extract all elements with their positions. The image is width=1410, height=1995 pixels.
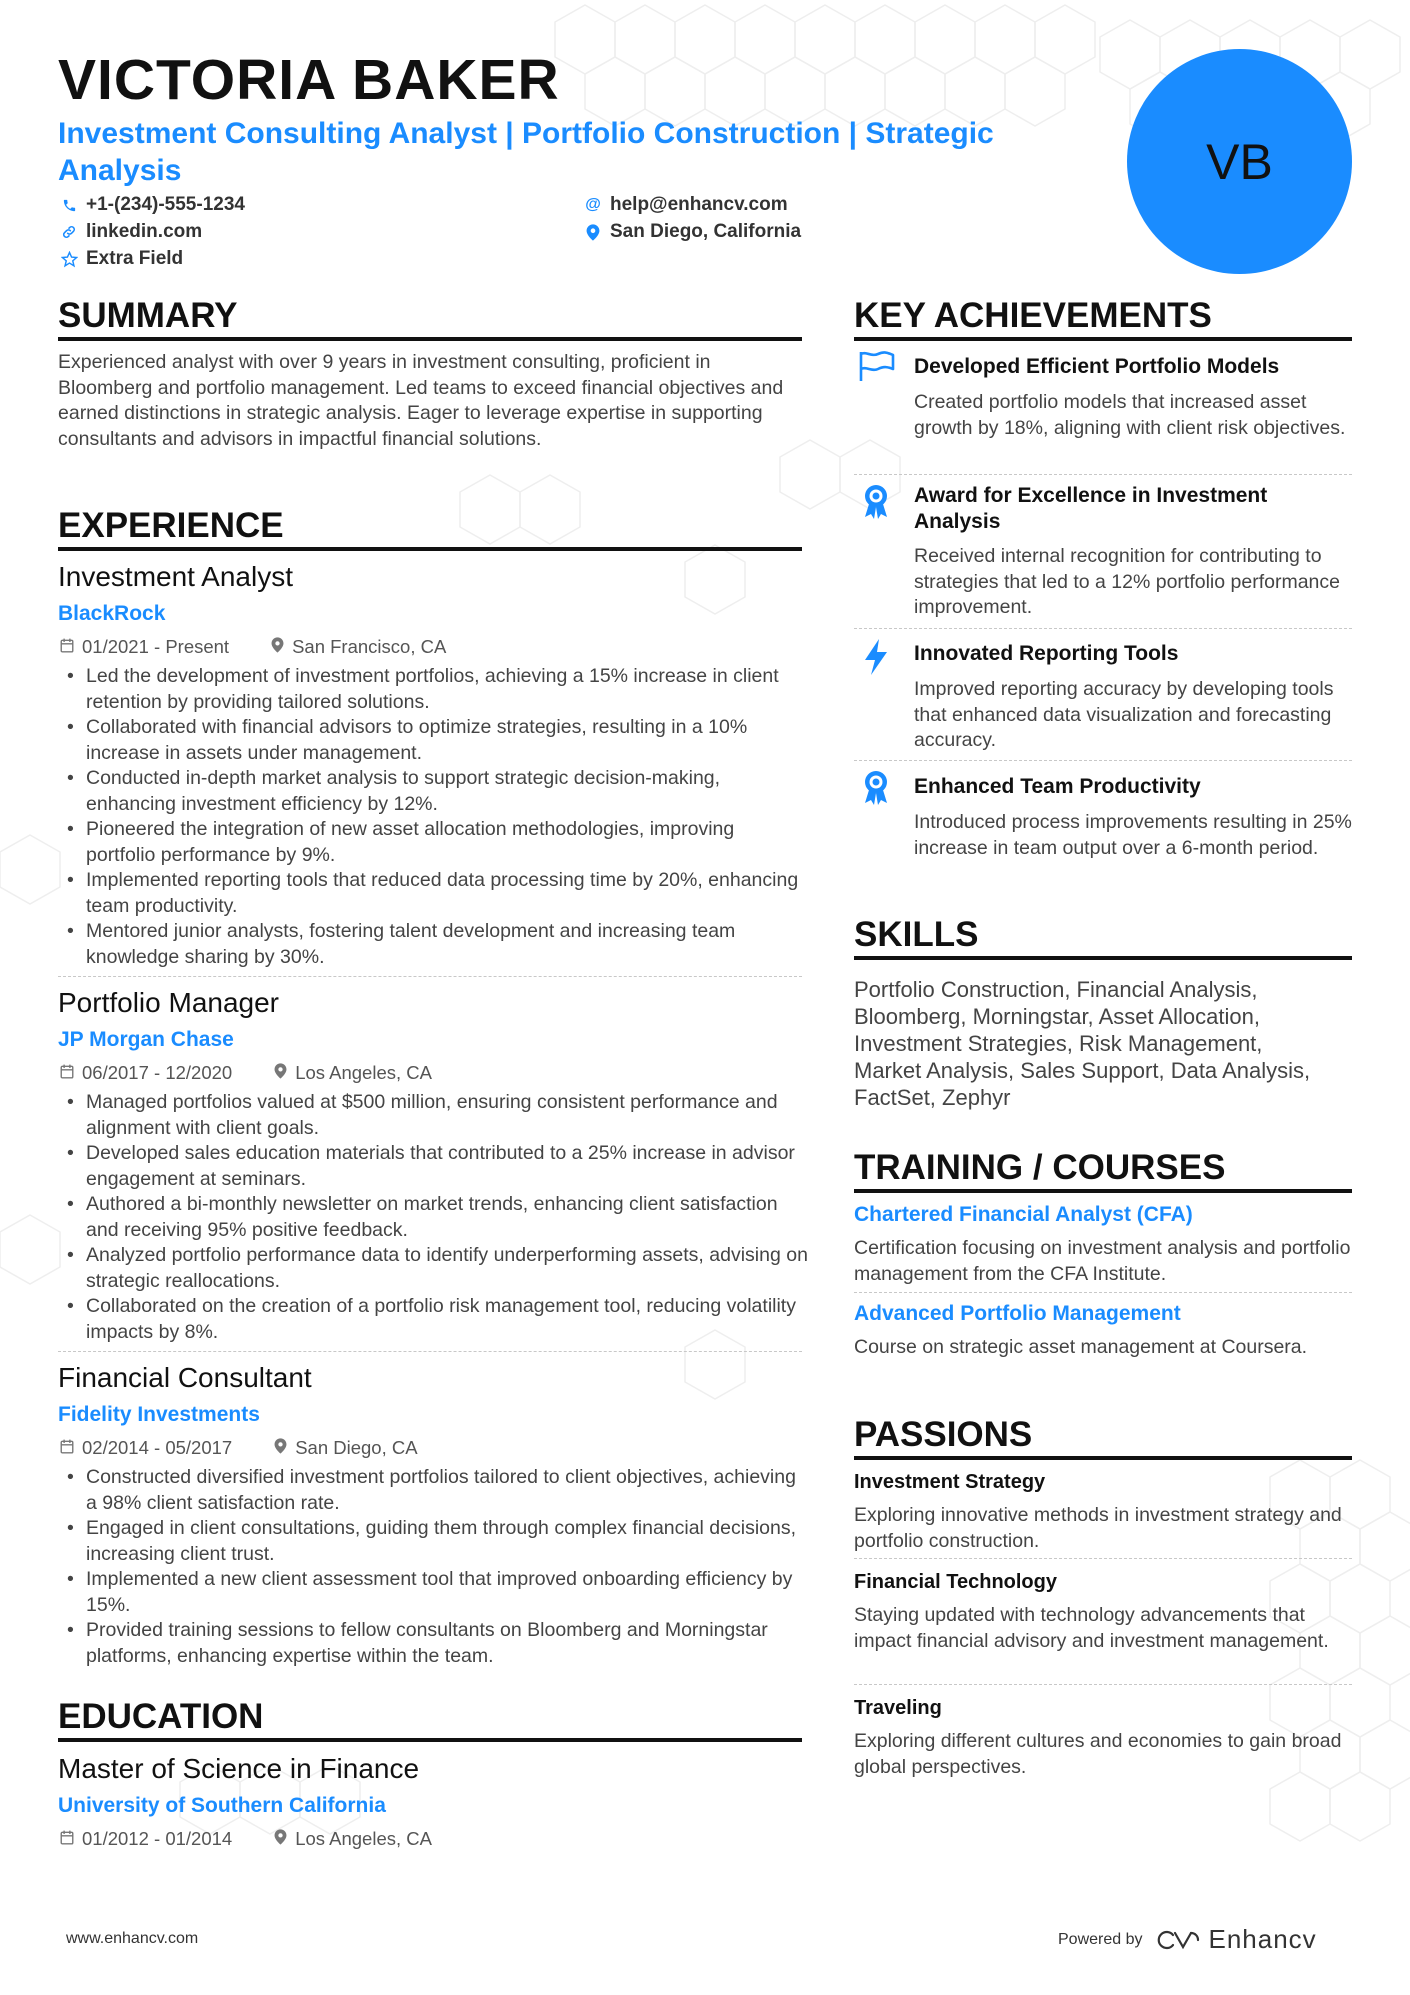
education-degree: Master of Science in Finance xyxy=(58,1753,420,1784)
extra-field-text: Extra Field xyxy=(86,248,184,269)
achievement-separator xyxy=(854,628,1352,629)
avatar xyxy=(1127,49,1352,274)
job-bullet: • Implemented a new client assessment tool that improved onboarding efficiency by 15%. xyxy=(58,1567,808,1618)
course-title: Advanced Portfolio Management xyxy=(854,1302,1181,1325)
job-location: Los Angeles, CA xyxy=(295,1062,432,1083)
job-separator xyxy=(58,1351,802,1352)
job-bullets xyxy=(58,1090,808,1345)
job-bullet: • Developed sales education materials that contributed to a 25% increase in advisor engagement at seminars. xyxy=(58,1141,808,1192)
job-bullet: • Constructed diversified investment portfolios tailored to client objectives, achieving a 98% client satisfaction rate. xyxy=(58,1465,808,1516)
achievement-desc: Received internal recognition for contributing to strategies that led to a 12% portfolio performance improvement. xyxy=(914,545,1340,618)
job-bullet: • Collaborated on the creation of a portfolio risk management tool, reducing volatility impacts by 8%. xyxy=(58,1294,808,1345)
job-title: Portfolio Manager xyxy=(58,987,280,1018)
achievement-separator xyxy=(854,474,1352,475)
passion-separator xyxy=(854,1684,1352,1685)
star-icon xyxy=(60,251,78,268)
summary-divider xyxy=(58,337,802,341)
training-heading: TRAINING / COURSES xyxy=(854,1148,1226,1187)
achievement-title: Innovated Reporting Tools xyxy=(914,642,1179,665)
job-meta xyxy=(60,636,446,658)
passions-heading: PASSIONS xyxy=(854,1415,1033,1454)
location-text: San Diego, California xyxy=(610,221,802,242)
job-bullet: • Pioneered the integration of new asset allocation methodologies, improving portfolio performance by 9%. xyxy=(58,817,808,868)
achievements-heading: KEY ACHIEVEMENTS xyxy=(854,296,1212,335)
job-bullet: • Engaged in client consultations, guiding them through complex financial decisions, increasing client trust. xyxy=(58,1516,808,1567)
calendar-icon xyxy=(60,1830,74,1849)
skills-heading: SKILLS xyxy=(854,915,979,954)
link-icon xyxy=(60,224,78,240)
achievement-separator xyxy=(854,760,1352,761)
skills-text: Portfolio Construction, Financial Analysis, Bloomberg, Morningstar, Asset Allocation, Investment Strategies, Risk Management, Market Analysis, Sales Support, Data Analysis, FactSet, Zephyr xyxy=(854,977,1311,1110)
passion-desc: Staying updated with technology advancements that impact financial advisory and investment management. xyxy=(854,1604,1329,1652)
passion-title: Traveling xyxy=(854,1697,942,1719)
passion-desc: Exploring innovative methods in investment strategy and portfolio construction. xyxy=(854,1504,1342,1552)
calendar-icon xyxy=(60,1064,74,1083)
award-ribbon-icon xyxy=(860,768,896,804)
candidate-name: VICTORIA BAKER xyxy=(58,48,560,112)
calendar-icon xyxy=(60,638,74,657)
job-bullet: • Provided training sessions to fellow consultants on Bloomberg and Morningstar platforms, enhancing expertise within the team. xyxy=(58,1618,808,1669)
course-desc: Course on strategic asset management at Coursera. xyxy=(854,1336,1308,1358)
enhancv-logo[interactable] xyxy=(1157,1924,1317,1955)
job-bullet: • Led the development of investment portfolios, achieving a 15% increase in client retention by providing tailored solutions. xyxy=(58,664,808,715)
training-divider xyxy=(854,1189,1352,1193)
passion-separator xyxy=(854,1558,1352,1559)
contact-email[interactable] xyxy=(584,194,788,216)
powered-by-label: Powered by xyxy=(1058,1930,1143,1948)
course-separator xyxy=(854,1292,1352,1293)
candidate-headline: Investment Consulting Analyst | Portfolio Construction | Strategic Analysis xyxy=(58,117,994,187)
passion-title: Financial Technology xyxy=(854,1571,1057,1593)
passions-divider xyxy=(854,1456,1352,1460)
job-title: Financial Consultant xyxy=(58,1362,312,1393)
job-meta xyxy=(60,1062,432,1084)
job-dates: 06/2017 - 12/2020 xyxy=(82,1062,233,1083)
job-bullets xyxy=(58,1465,808,1669)
education-meta xyxy=(60,1828,432,1850)
experience-divider xyxy=(58,547,802,551)
achievement-desc: Created portfolio models that increased asset growth by 18%, aligning with client risk objectives. xyxy=(914,391,1346,439)
footer-branding xyxy=(1058,1924,1317,1955)
avatar-initials: VB xyxy=(1206,133,1273,190)
job-meta xyxy=(60,1437,418,1459)
location-pin-icon xyxy=(274,1829,287,1849)
education-divider xyxy=(58,1738,802,1742)
education-heading: EDUCATION xyxy=(58,1697,264,1736)
achievement-desc: Introduced process improvements resulting in 25% increase in team output over a 6-month period. xyxy=(914,811,1352,859)
job-dates: 02/2014 - 05/2017 xyxy=(82,1437,233,1458)
contact-linkedin[interactable] xyxy=(60,221,202,243)
job-bullet: • Managed portfolios valued at $500 million, ensuring consistent performance and alignment with client goals. xyxy=(58,1090,808,1141)
skills-divider xyxy=(854,956,1352,960)
experience-heading: EXPERIENCE xyxy=(58,506,284,545)
phone-icon xyxy=(60,198,78,213)
job-bullets xyxy=(58,664,808,970)
job-dates: 01/2021 - Present xyxy=(82,636,230,657)
job-location: San Diego, CA xyxy=(295,1437,418,1458)
calendar-icon xyxy=(60,1439,74,1458)
contact-extra-field xyxy=(60,248,183,270)
education-location: Los Angeles, CA xyxy=(295,1828,432,1849)
phone-text: +1-(234)-555-1234 xyxy=(86,194,245,215)
job-bullet: • Conducted in-depth market analysis to support strategic decision-making, enhancing investment efficiency by 12%. xyxy=(58,766,808,817)
achievements-divider xyxy=(854,337,1352,341)
achievement-title: Developed Efficient Portfolio Models xyxy=(914,355,1280,378)
job-bullet: • Analyzed portfolio performance data to identify underperforming assets, advising on strategic reallocations. xyxy=(58,1243,808,1294)
job-bullet: • Authored a bi-monthly newsletter on market trends, enhancing client satisfaction and receiving 95% positive feedback. xyxy=(58,1192,808,1243)
achievement-desc: Improved reporting accuracy by developing tools that enhanced data visualization and forecasting accuracy. xyxy=(914,678,1334,751)
flag-icon xyxy=(858,350,894,386)
contact-phone xyxy=(60,194,245,216)
job-location: San Francisco, CA xyxy=(292,636,447,657)
award-ribbon-icon xyxy=(860,482,896,518)
job-company: Fidelity Investments xyxy=(58,1403,260,1426)
job-company: BlackRock xyxy=(58,602,166,625)
job-company: JP Morgan Chase xyxy=(58,1028,234,1051)
email-text: help@enhancv.com xyxy=(610,194,788,215)
summary-heading: SUMMARY xyxy=(58,296,238,335)
location-pin-icon xyxy=(274,1438,287,1458)
job-bullet: • Collaborated with financial advisors to optimize strategies, resulting in a 10% increase in assets under management. xyxy=(58,715,808,766)
location-pin-icon xyxy=(271,637,284,657)
job-separator xyxy=(58,976,802,977)
job-bullet: • Mentored junior analysts, fostering talent development and increasing team knowledge sharing by 30%. xyxy=(58,919,808,970)
linkedin-text: linkedin.com xyxy=(86,221,203,242)
contact-location xyxy=(584,221,801,243)
achievement-title: Enhanced Team Productivity xyxy=(914,775,1201,798)
location-pin-icon xyxy=(584,224,602,241)
footer-website[interactable]: www.enhancv.com xyxy=(66,1930,199,1947)
achievement-title: Award for Excellence in Investment Analysis xyxy=(914,484,1268,533)
location-pin-icon xyxy=(274,1063,287,1083)
course-desc: Certification focusing on investment analysis and portfolio management from the CFA Institute. xyxy=(854,1237,1351,1285)
job-title: Investment Analyst xyxy=(58,561,294,592)
at-sign-icon: @ xyxy=(585,196,601,213)
course-title: Chartered Financial Analyst (CFA) xyxy=(854,1203,1193,1226)
lightning-icon xyxy=(862,638,898,674)
education-dates: 01/2012 - 01/2014 xyxy=(82,1828,233,1849)
passion-desc: Exploring different cultures and economies to gain broad global perspectives. xyxy=(854,1730,1342,1778)
summary-text: Experienced analyst with over 9 years in investment consulting, proficient in Bloomberg and portfolio management. Led teams to exceed financial objectives and earned distinctions in strategic analysis. Eager to leverage expertise in supporting consultants and advisors in impactful financial solutions. xyxy=(58,351,784,450)
passion-title: Investment Strategy xyxy=(854,1471,1046,1493)
brand-name: Enhancv xyxy=(1208,1924,1317,1954)
job-bullet: • Implemented reporting tools that reduced data processing time by 20%, enhancing team productivity. xyxy=(58,868,808,919)
education-school: University of Southern California xyxy=(58,1794,386,1817)
